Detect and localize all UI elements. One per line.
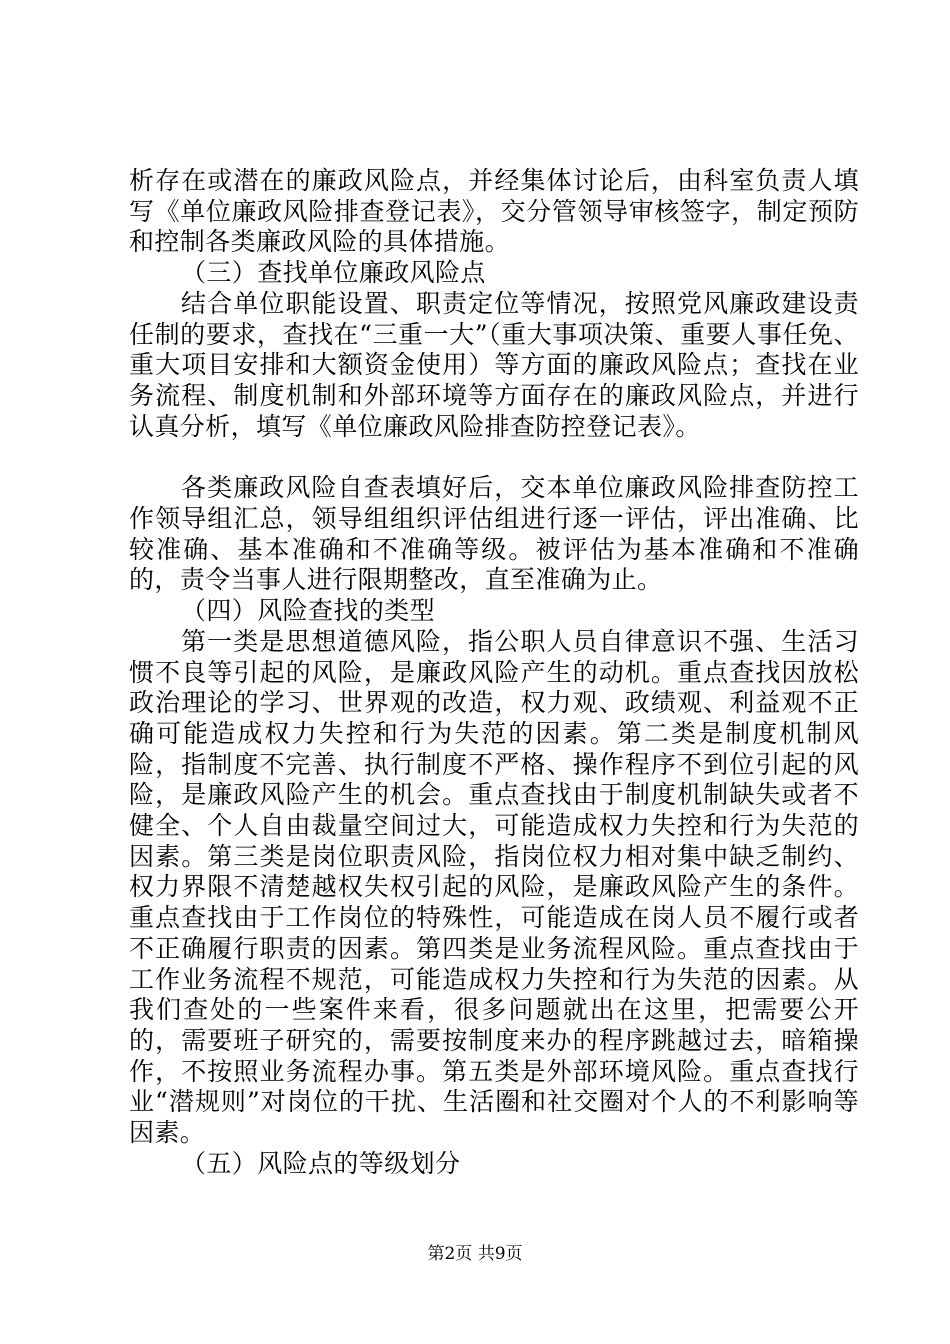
paragraph-continuation: 析存在或潜在的廉政风险点，并经集体讨论后，由科室负责人填写《单位廉政风险排查登记表》，交分管领导审核签字，制定预防和控制各类廉政风险的具体措施。 [129,166,859,257]
section-heading-5: （五）风险点的等级划分 [181,1148,461,1178]
section-heading-4: （四）风险查找的类型 [181,596,436,626]
document-body [129,166,859,1180]
paragraph-risk-points: 结合单位职能设置、职责定位等情况，按照党风廉政建设责任制的要求，查找在“三重一大”（重大事项决策、重要人事任免、重大项目安排和大额资金使用）等方面的廉政风险点；查找在业务流程、制度机制和外部环境等方面存在的廉政风险点，并进行认真分析，填写《单位廉政风险排查防控登记表》。 [129,288,859,441]
page-footer: 第2页 共9页 [427,1244,523,1264]
paragraph-evaluation: 各类廉政风险自查表填好后，交本单位廉政风险排查防控工作领导组汇总，领导组组织评估组进行逐一评估，评出准确、比较准确、基本准确和不准确等级。被评估为基本准确和不准确的，责令当事人进行限期整改，直至准确为止。 [129,473,859,595]
paragraph-risk-types: 第一类是思想道德风险，指公职人员自律意识不强、生活习惯不良等引起的风险，是廉政风险产生的动机。重点查找因放松政治理论的学习、世界观的改造，权力观、政绩观、利益观不正确可能造成权力失控和行为失范的因素。第二类是制度机制风险，指制度不完善、执行制度不严格、操作程序不到位引起的风险，是廉政风险产生的机会。重点查找由于制度机制缺失或者不健全、个人自由裁量空间过大，可能造成权力失控和行为失范的因素。第三类是岗位职责风险，指岗位权力相对集中缺乏制约、权力界限不清楚越权失权引起的风险，是廉政风险产生的条件。重点查找由于工作岗位的特殊性，可能造成在岗人员不履行或者不正确履行职责的因素。第四类是业务流程风险。重点查找由于工作业务流程不规范，可能造成权力失控和行为失范的因素。从我们查处的一些案件来看，很多问题就出在这里，把需要公开的，需要班子研究的，需要按制度来办的程序跳越过去，暗箱操作，不按照业务流程办事。第五类是外部环境风险。重点查找行业“潜规则”对岗位的干扰、生活圈和社交圈对个人的不利影响等因素。 [129,626,859,1148]
paragraph-gap [129,442,859,473]
section-heading-3: （三）查找单位廉政风险点 [181,258,486,288]
